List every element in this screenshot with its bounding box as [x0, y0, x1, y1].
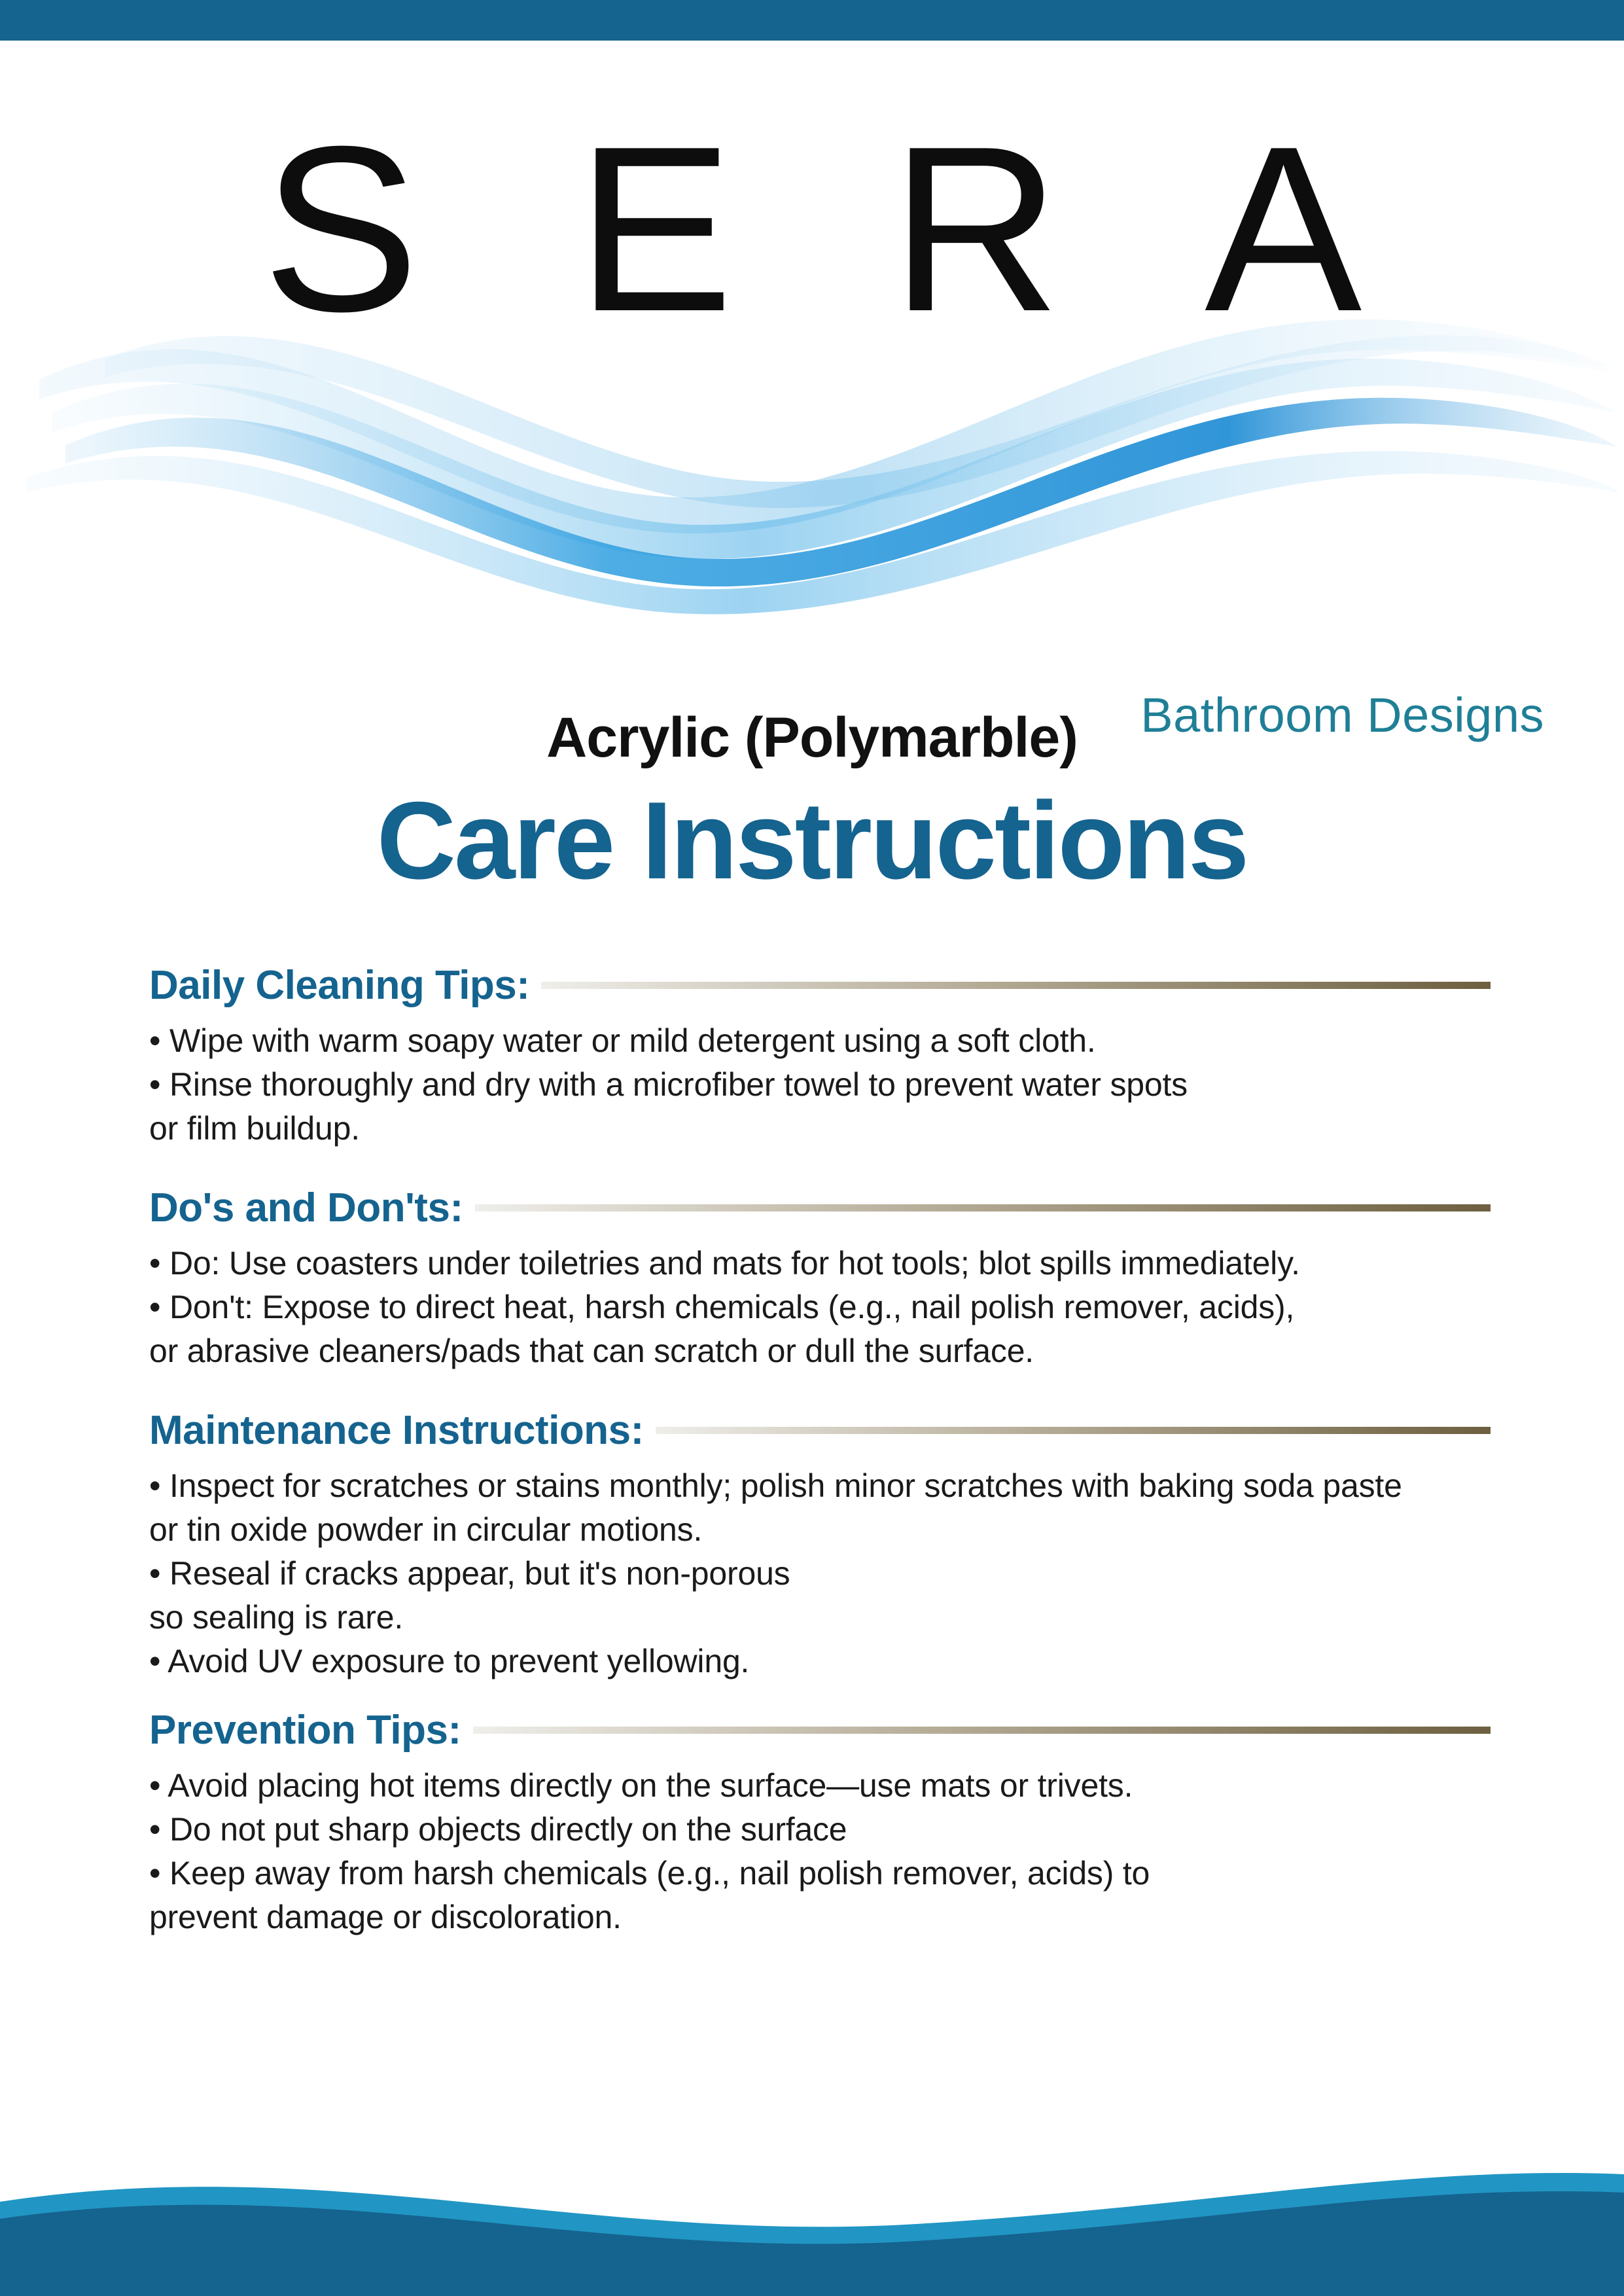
- list-item: • Inspect for scratches or stains monthly; polish minor scratches with baking soda paste: [149, 1467, 1402, 1504]
- section-divider: [541, 982, 1491, 989]
- brand-logo-text: S E R A: [262, 98, 1408, 361]
- list-item: or abrasive cleaners/pads that can scratch or dull the surface.: [149, 1333, 1034, 1369]
- list-item: • Avoid placing hot items directly on the surface—use mats or trivets.: [149, 1767, 1133, 1804]
- document-subtitle: Acrylic (Polymarble): [546, 706, 1078, 769]
- section-title: Maintenance Instructions:: [149, 1408, 644, 1453]
- section-title: Do's and Don'ts:: [149, 1185, 463, 1230]
- list-item: prevent damage or discoloration.: [149, 1899, 622, 1935]
- page-title: Care Instructions: [376, 779, 1248, 902]
- list-item: • Rinse thoroughly and dry with a microfiber towel to prevent water spots: [149, 1066, 1188, 1103]
- bottom-wave-band: [0, 2145, 1624, 2296]
- list-item: • Keep away from harsh chemicals (e.g., nail polish remover, acids) to: [149, 1855, 1150, 1892]
- list-item: • Do: Use coasters under toiletries and mats for hot tools; blot spills immediately.: [149, 1245, 1300, 1282]
- list-item: • Don't: Expose to direct heat, harsh chemicals (e.g., nail polish remover, acids),: [149, 1289, 1295, 1325]
- section-header: [149, 1707, 1491, 1753]
- list-item: • Reseal if cracks appear, but it's non-porous: [149, 1555, 790, 1592]
- care-instructions-content: [149, 962, 1491, 1965]
- list-item: or film buildup.: [149, 1110, 360, 1147]
- section-title: Prevention Tips:: [149, 1708, 461, 1753]
- section-title: Daily Cleaning Tips:: [149, 963, 530, 1008]
- section-header: [149, 962, 1491, 1009]
- list-item: so sealing is rare.: [149, 1599, 404, 1636]
- list-item: or tin oxide powder in circular motions.: [149, 1511, 703, 1548]
- section-maintenance-instructions: [149, 1407, 1491, 1683]
- wave-graphic-icon: [0, 281, 1624, 622]
- section-dos-and-donts: [149, 1185, 1491, 1373]
- top-brand-bar: [0, 0, 1624, 41]
- list-item: • Do not put sharp objects directly on the surface: [149, 1811, 847, 1848]
- list-item: • Avoid UV exposure to prevent yellowing.: [149, 1643, 750, 1679]
- section-header: [149, 1185, 1491, 1231]
- brand-tagline: Bathroom Designs: [1140, 688, 1544, 742]
- section-header: [149, 1407, 1491, 1454]
- section-divider: [475, 1204, 1491, 1211]
- list-item: • Wipe with warm soapy water or mild detergent using a soft cloth.: [149, 1022, 1096, 1059]
- section-divider: [656, 1427, 1491, 1434]
- section-daily-cleaning-tips: [149, 962, 1491, 1151]
- section-divider: [473, 1727, 1491, 1734]
- section-prevention-tips: [149, 1707, 1491, 1939]
